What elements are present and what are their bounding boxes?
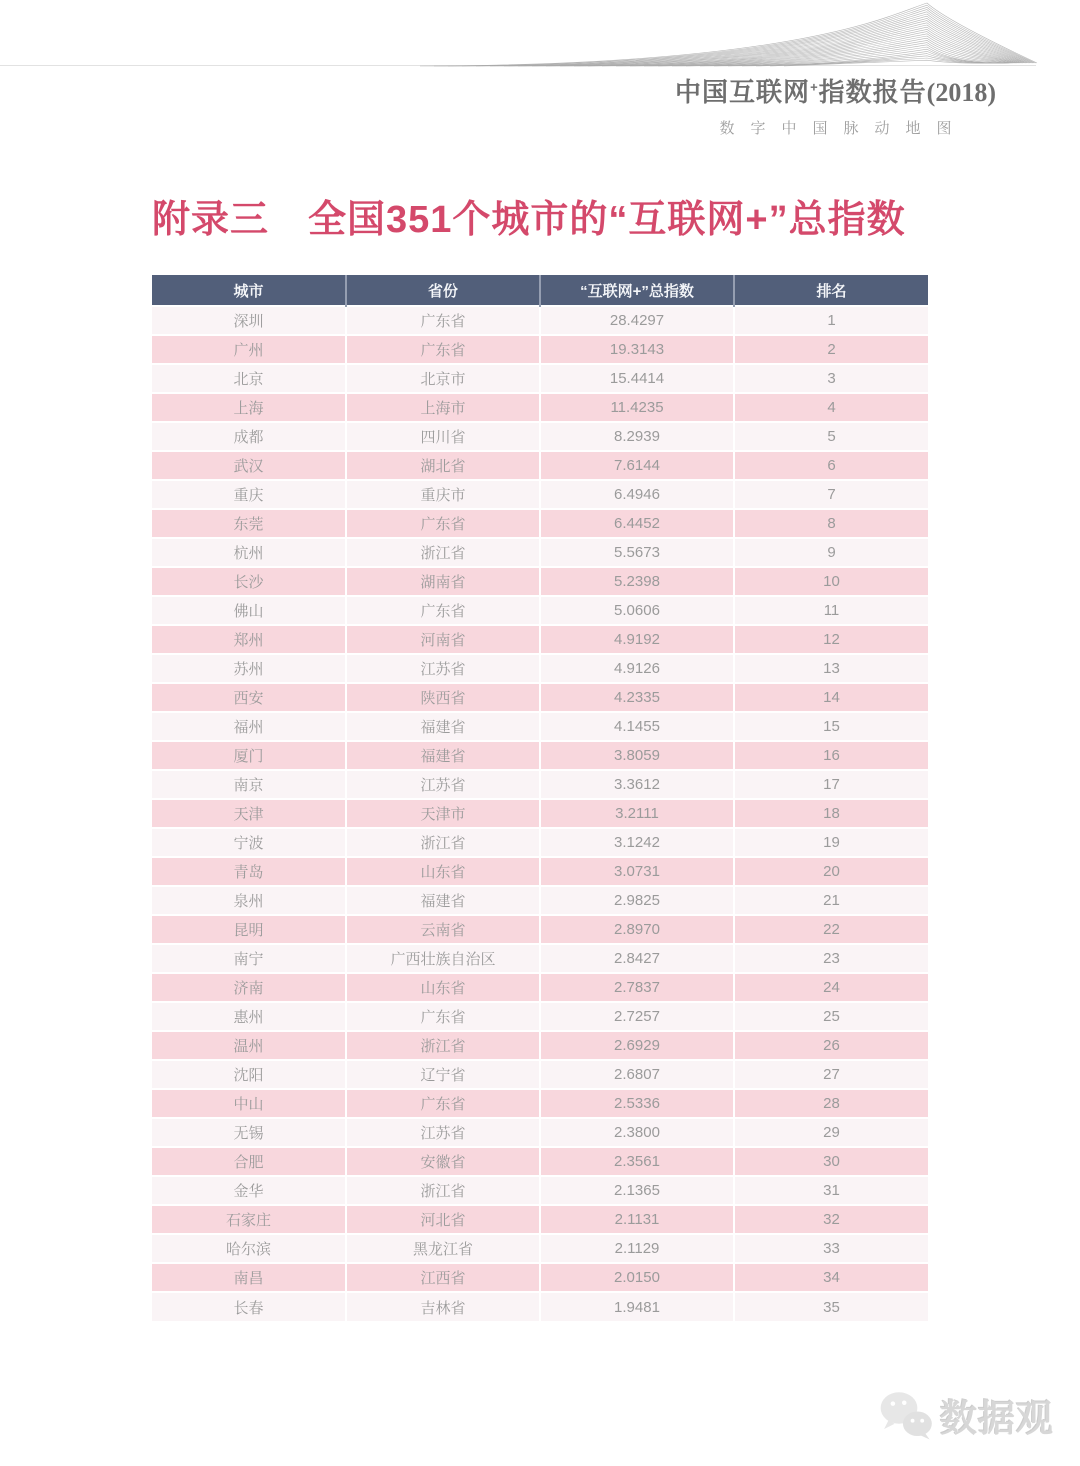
index-cell: 2.6807 <box>540 1060 734 1089</box>
province-cell: 广东省 <box>346 1089 540 1118</box>
rank-cell: 12 <box>734 625 928 654</box>
province-cell: 广东省 <box>346 596 540 625</box>
province-cell: 北京市 <box>346 364 540 393</box>
rank-cell: 35 <box>734 1292 928 1321</box>
brand-title-plus: + <box>810 79 819 95</box>
rank-cell: 27 <box>734 1060 928 1089</box>
brand-title-suffix: 指数报告 <box>818 77 927 107</box>
rank-cell: 13 <box>734 654 928 683</box>
index-cell: 3.8059 <box>540 741 734 770</box>
table-row <box>152 654 928 683</box>
rank-cell: 28 <box>734 1089 928 1118</box>
table-row <box>152 1292 928 1321</box>
province-cell: 江苏省 <box>346 770 540 799</box>
rank-cell: 31 <box>734 1176 928 1205</box>
index-cell: 6.4946 <box>540 480 734 509</box>
province-cell: 湖南省 <box>346 567 540 596</box>
city-cell: 惠州 <box>152 1002 346 1031</box>
table-row <box>152 1234 928 1263</box>
table-row <box>152 712 928 741</box>
rank-cell: 21 <box>734 886 928 915</box>
rank-cell: 16 <box>734 741 928 770</box>
province-cell: 广西壮族自治区 <box>346 944 540 973</box>
rank-cell: 26 <box>734 1031 928 1060</box>
col-header-index: “互联网+”总指数 <box>540 275 734 306</box>
province-cell: 安徽省 <box>346 1147 540 1176</box>
index-cell: 2.0150 <box>540 1263 734 1292</box>
city-cell: 合肥 <box>152 1147 346 1176</box>
province-cell: 江苏省 <box>346 654 540 683</box>
table-header-row <box>152 275 928 306</box>
index-cell: 1.9481 <box>540 1292 734 1321</box>
rank-cell: 7 <box>734 480 928 509</box>
city-cell: 南宁 <box>152 944 346 973</box>
city-cell: 天津 <box>152 799 346 828</box>
city-cell: 昆明 <box>152 915 346 944</box>
city-cell: 济南 <box>152 973 346 1002</box>
index-cell: 2.5336 <box>540 1089 734 1118</box>
province-cell: 河南省 <box>346 625 540 654</box>
rank-cell: 8 <box>734 509 928 538</box>
index-cell: 3.1242 <box>540 828 734 857</box>
index-cell: 2.7837 <box>540 973 734 1002</box>
city-cell: 杭州 <box>152 538 346 567</box>
table-row <box>152 886 928 915</box>
city-cell: 上海 <box>152 393 346 422</box>
rank-cell: 9 <box>734 538 928 567</box>
index-cell: 2.1365 <box>540 1176 734 1205</box>
province-cell: 天津市 <box>346 799 540 828</box>
city-cell: 东莞 <box>152 509 346 538</box>
province-cell: 浙江省 <box>346 828 540 857</box>
report-brand <box>675 72 996 138</box>
fan-lines-decoration <box>420 0 1080 68</box>
page-title: 附录三 全国351个城市的“互联网+”总指数 <box>152 199 906 241</box>
index-cell: 3.0731 <box>540 857 734 886</box>
rank-cell: 3 <box>734 364 928 393</box>
province-cell: 广东省 <box>346 335 540 364</box>
col-header-rank: 排名 <box>734 275 928 306</box>
rank-cell: 29 <box>734 1118 928 1147</box>
index-cell: 2.1129 <box>540 1234 734 1263</box>
province-cell: 山东省 <box>346 973 540 1002</box>
rank-cell: 1 <box>734 306 928 335</box>
province-cell: 浙江省 <box>346 1031 540 1060</box>
city-cell: 广州 <box>152 335 346 364</box>
rank-cell: 11 <box>734 596 928 625</box>
index-cell: 4.9192 <box>540 625 734 654</box>
table-row <box>152 828 928 857</box>
index-cell: 19.3143 <box>540 335 734 364</box>
table-row <box>152 741 928 770</box>
city-cell: 石家庄 <box>152 1205 346 1234</box>
city-cell: 深圳 <box>152 306 346 335</box>
table-row <box>152 770 928 799</box>
city-cell: 苏州 <box>152 654 346 683</box>
province-cell: 湖北省 <box>346 451 540 480</box>
index-cell: 7.6144 <box>540 451 734 480</box>
index-cell: 4.2335 <box>540 683 734 712</box>
province-cell: 广东省 <box>346 1002 540 1031</box>
city-cell: 无锡 <box>152 1118 346 1147</box>
index-cell: 2.7257 <box>540 1002 734 1031</box>
province-cell: 山东省 <box>346 857 540 886</box>
brand-title-prefix: 中国互联网 <box>675 77 811 107</box>
table-row <box>152 1176 928 1205</box>
table-row <box>152 422 928 451</box>
table-row <box>152 306 928 335</box>
rank-cell: 24 <box>734 973 928 1002</box>
table-row <box>152 1147 928 1176</box>
index-cell: 5.5673 <box>540 538 734 567</box>
city-cell: 金华 <box>152 1176 346 1205</box>
city-cell: 佛山 <box>152 596 346 625</box>
table-row <box>152 1089 928 1118</box>
rank-cell: 23 <box>734 944 928 973</box>
rank-cell: 18 <box>734 799 928 828</box>
index-cell: 3.3612 <box>540 770 734 799</box>
wechat-icon <box>878 1388 934 1442</box>
province-cell: 江苏省 <box>346 1118 540 1147</box>
table-row <box>152 596 928 625</box>
table-row <box>152 915 928 944</box>
city-cell: 郑州 <box>152 625 346 654</box>
col-header-province: 省份 <box>346 275 540 306</box>
province-cell: 河北省 <box>346 1205 540 1234</box>
city-cell: 厦门 <box>152 741 346 770</box>
table-row <box>152 857 928 886</box>
province-cell: 辽宁省 <box>346 1060 540 1089</box>
city-cell: 南京 <box>152 770 346 799</box>
table-row <box>152 509 928 538</box>
table-row <box>152 973 928 1002</box>
index-cell: 6.4452 <box>540 509 734 538</box>
table-row <box>152 1263 928 1292</box>
city-cell: 温州 <box>152 1031 346 1060</box>
table-row <box>152 393 928 422</box>
city-cell: 重庆 <box>152 480 346 509</box>
city-cell: 青岛 <box>152 857 346 886</box>
table-row <box>152 538 928 567</box>
rank-cell: 6 <box>734 451 928 480</box>
province-cell: 广东省 <box>346 306 540 335</box>
province-cell: 浙江省 <box>346 1176 540 1205</box>
rank-cell: 25 <box>734 1002 928 1031</box>
index-cell: 2.3800 <box>540 1118 734 1147</box>
city-cell: 长春 <box>152 1292 346 1321</box>
province-cell: 云南省 <box>346 915 540 944</box>
index-cell: 2.8427 <box>540 944 734 973</box>
table-row <box>152 480 928 509</box>
city-cell: 福州 <box>152 712 346 741</box>
city-cell: 哈尔滨 <box>152 1234 346 1263</box>
city-cell: 沈阳 <box>152 1060 346 1089</box>
index-cell: 2.6929 <box>540 1031 734 1060</box>
rank-cell: 15 <box>734 712 928 741</box>
province-cell: 福建省 <box>346 886 540 915</box>
table-row <box>152 567 928 596</box>
rank-cell: 10 <box>734 567 928 596</box>
table-row <box>152 1002 928 1031</box>
index-cell: 3.2111 <box>540 799 734 828</box>
table-row <box>152 1205 928 1234</box>
province-cell: 黑龙江省 <box>346 1234 540 1263</box>
city-cell: 泉州 <box>152 886 346 915</box>
table-row <box>152 625 928 654</box>
rank-cell: 4 <box>734 393 928 422</box>
table-row <box>152 944 928 973</box>
province-cell: 广东省 <box>346 509 540 538</box>
table-row <box>152 1060 928 1089</box>
col-header-city: 城市 <box>152 275 346 306</box>
rank-cell: 19 <box>734 828 928 857</box>
city-cell: 南昌 <box>152 1263 346 1292</box>
index-cell: 5.2398 <box>540 567 734 596</box>
rank-cell: 34 <box>734 1263 928 1292</box>
rank-cell: 17 <box>734 770 928 799</box>
index-cell: 8.2939 <box>540 422 734 451</box>
index-cell: 28.4297 <box>540 306 734 335</box>
table-row <box>152 683 928 712</box>
internet-index-table <box>152 275 928 1321</box>
city-cell: 成都 <box>152 422 346 451</box>
city-cell: 宁波 <box>152 828 346 857</box>
rank-cell: 20 <box>734 857 928 886</box>
province-cell: 上海市 <box>346 393 540 422</box>
table-row <box>152 335 928 364</box>
table-row <box>152 799 928 828</box>
watermark-text: 数据观 <box>940 1398 1054 1439</box>
table-row <box>152 1031 928 1060</box>
index-cell: 2.3561 <box>540 1147 734 1176</box>
index-cell: 5.0606 <box>540 596 734 625</box>
index-cell: 11.4235 <box>540 393 734 422</box>
table-row <box>152 451 928 480</box>
city-cell: 长沙 <box>152 567 346 596</box>
province-cell: 浙江省 <box>346 538 540 567</box>
city-cell: 西安 <box>152 683 346 712</box>
index-cell: 2.9825 <box>540 886 734 915</box>
table-row <box>152 1118 928 1147</box>
index-cell: 2.1131 <box>540 1205 734 1234</box>
brand-title-year: (2018) <box>926 78 996 107</box>
city-cell: 中山 <box>152 1089 346 1118</box>
rank-cell: 30 <box>734 1147 928 1176</box>
brand-title <box>675 72 996 109</box>
province-cell: 重庆市 <box>346 480 540 509</box>
table-body <box>152 306 928 1321</box>
index-cell: 4.1455 <box>540 712 734 741</box>
rank-cell: 5 <box>734 422 928 451</box>
index-cell: 2.8970 <box>540 915 734 944</box>
province-cell: 江西省 <box>346 1263 540 1292</box>
province-cell: 福建省 <box>346 741 540 770</box>
index-cell: 15.4414 <box>540 364 734 393</box>
province-cell: 吉林省 <box>346 1292 540 1321</box>
rank-cell: 2 <box>734 335 928 364</box>
city-cell: 北京 <box>152 364 346 393</box>
rank-cell: 32 <box>734 1205 928 1234</box>
rank-cell: 14 <box>734 683 928 712</box>
province-cell: 四川省 <box>346 422 540 451</box>
watermark <box>878 1388 1054 1442</box>
table-row <box>152 364 928 393</box>
province-cell: 福建省 <box>346 712 540 741</box>
index-cell: 4.9126 <box>540 654 734 683</box>
province-cell: 陕西省 <box>346 683 540 712</box>
city-cell: 武汉 <box>152 451 346 480</box>
rank-cell: 22 <box>734 915 928 944</box>
rank-cell: 33 <box>734 1234 928 1263</box>
brand-subtitle: 数字中国脉动地图 <box>719 120 968 137</box>
